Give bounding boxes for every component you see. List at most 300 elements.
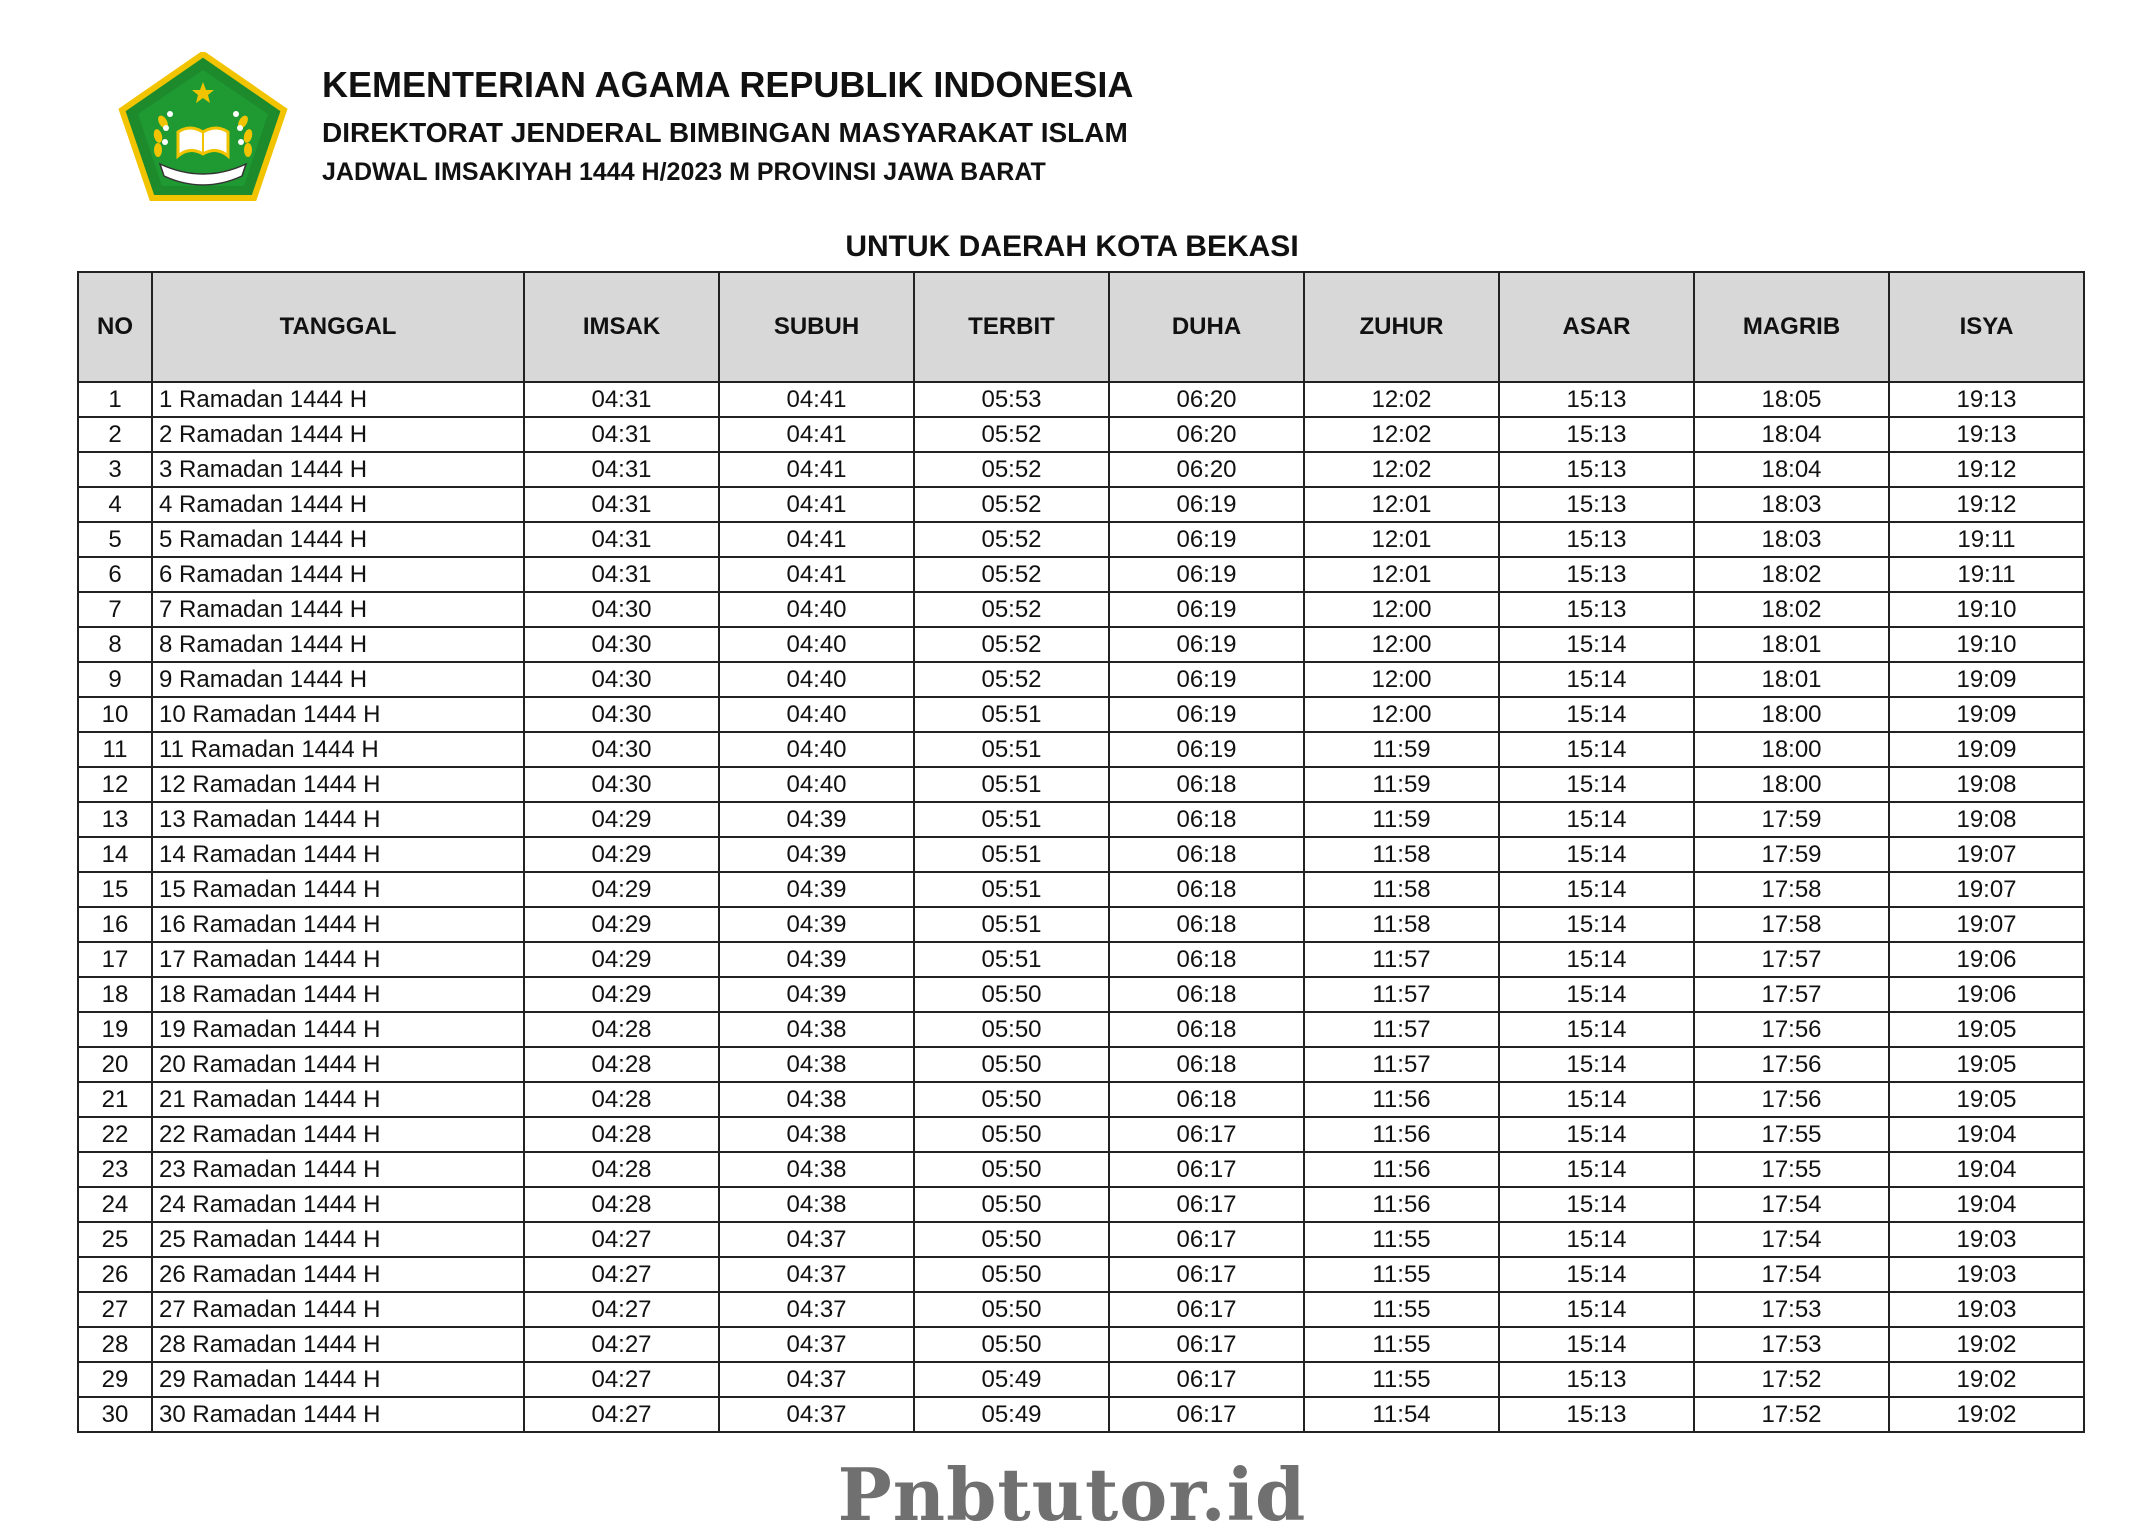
ministry-title: KEMENTERIAN AGAMA REPUBLIK INDONESIA [322,64,1134,105]
table-cell-tanggal: 5 Ramadan 1444 H [152,522,524,557]
table-cell-magrib: 17:57 [1694,977,1889,1012]
table-cell-duha: 06:18 [1109,907,1304,942]
table-cell-subuh: 04:40 [719,697,914,732]
table-cell-tanggal: 18 Ramadan 1444 H [152,977,524,1012]
table-row [78,907,2084,942]
table-row [78,487,2084,522]
table-cell-terbit: 05:50 [914,1012,1109,1047]
table-cell-zuhur: 11:55 [1304,1362,1499,1397]
table-cell-terbit: 05:51 [914,802,1109,837]
table-cell-magrib: 18:02 [1694,557,1889,592]
table-cell-subuh: 04:38 [719,1152,914,1187]
table-cell-tanggal: 14 Ramadan 1444 H [152,837,524,872]
table-cell-subuh: 04:41 [719,382,914,417]
table-cell-asar: 15:14 [1499,1152,1694,1187]
table-cell-isya: 19:07 [1889,907,2084,942]
table-row [78,837,2084,872]
table-cell-imsak: 04:27 [524,1397,719,1432]
table-cell-isya: 19:09 [1889,732,2084,767]
table-cell-isya: 19:08 [1889,767,2084,802]
table-cell-isya: 19:12 [1889,452,2084,487]
table-cell-duha: 06:19 [1109,662,1304,697]
table-cell-terbit: 05:52 [914,627,1109,662]
table-cell-asar: 15:13 [1499,452,1694,487]
table-cell-asar: 15:13 [1499,417,1694,452]
table-cell-isya: 19:07 [1889,837,2084,872]
table-cell-imsak: 04:27 [524,1292,719,1327]
table-cell-imsak: 04:30 [524,662,719,697]
table-cell-subuh: 04:38 [719,1082,914,1117]
table-cell-isya: 19:02 [1889,1327,2084,1362]
table-cell-magrib: 18:04 [1694,417,1889,452]
table-cell-terbit: 05:51 [914,872,1109,907]
table-cell-tanggal: 11 Ramadan 1444 H [152,732,524,767]
table-cell-imsak: 04:31 [524,417,719,452]
table-cell-asar: 15:14 [1499,942,1694,977]
table-cell-zuhur: 11:56 [1304,1187,1499,1222]
table-row [78,802,2084,837]
table-cell-zuhur: 11:54 [1304,1397,1499,1432]
table-cell-terbit: 05:50 [914,1187,1109,1222]
imsakiyah-table [77,271,2085,1433]
table-cell-duha: 06:18 [1109,1047,1304,1082]
table-cell-subuh: 04:39 [719,872,914,907]
table-cell-no: 3 [78,452,152,487]
table-cell-zuhur: 11:58 [1304,872,1499,907]
table-cell-duha: 06:20 [1109,452,1304,487]
table-cell-duha: 06:17 [1109,1327,1304,1362]
table-cell-magrib: 17:54 [1694,1187,1889,1222]
table-cell-subuh: 04:39 [719,837,914,872]
table-cell-magrib: 17:57 [1694,942,1889,977]
table-row [78,977,2084,1012]
table-cell-subuh: 04:37 [719,1257,914,1292]
table-cell-tanggal: 16 Ramadan 1444 H [152,907,524,942]
table-cell-terbit: 05:51 [914,942,1109,977]
table-cell-tanggal: 29 Ramadan 1444 H [152,1362,524,1397]
table-cell-asar: 15:14 [1499,872,1694,907]
table-cell-subuh: 04:41 [719,557,914,592]
region-title: UNTUK DAERAH KOTA BEKASI [845,230,1299,263]
table-cell-no: 14 [78,837,152,872]
table-cell-zuhur: 12:00 [1304,627,1499,662]
table-cell-magrib: 17:56 [1694,1047,1889,1082]
table-cell-isya: 19:12 [1889,487,2084,522]
table-cell-isya: 19:05 [1889,1047,2084,1082]
table-cell-no: 24 [78,1187,152,1222]
table-cell-imsak: 04:31 [524,557,719,592]
table-cell-asar: 15:14 [1499,1222,1694,1257]
table-cell-duha: 06:19 [1109,522,1304,557]
table-cell-asar: 15:13 [1499,592,1694,627]
table-cell-imsak: 04:27 [524,1222,719,1257]
table-cell-no: 7 [78,592,152,627]
table-cell-imsak: 04:31 [524,452,719,487]
schedule-title: JADWAL IMSAKIYAH 1444 H/2023 M PROVINSI JAWA BARAT [322,158,1046,186]
table-cell-magrib: 17:54 [1694,1222,1889,1257]
table-cell-tanggal: 7 Ramadan 1444 H [152,592,524,627]
table-cell-asar: 15:13 [1499,522,1694,557]
table-cell-tanggal: 20 Ramadan 1444 H [152,1047,524,1082]
table-cell-isya: 19:09 [1889,662,2084,697]
table-cell-imsak: 04:29 [524,942,719,977]
table-cell-subuh: 04:41 [719,452,914,487]
table-cell-duha: 06:18 [1109,977,1304,1012]
table-cell-asar: 15:14 [1499,977,1694,1012]
table-cell-terbit: 05:50 [914,1082,1109,1117]
table-cell-magrib: 17:59 [1694,837,1889,872]
table-row [78,452,2084,487]
table-cell-duha: 06:20 [1109,417,1304,452]
table-cell-tanggal: 2 Ramadan 1444 H [152,417,524,452]
table-cell-no: 17 [78,942,152,977]
table-cell-duha: 06:17 [1109,1292,1304,1327]
table-cell-imsak: 04:29 [524,907,719,942]
table-row [78,1362,2084,1397]
table-cell-zuhur: 12:01 [1304,557,1499,592]
table-cell-no: 26 [78,1257,152,1292]
table-cell-duha: 06:17 [1109,1187,1304,1222]
table-cell-imsak: 04:28 [524,1012,719,1047]
table-cell-terbit: 05:52 [914,522,1109,557]
table-cell-no: 13 [78,802,152,837]
table-cell-tanggal: 9 Ramadan 1444 H [152,662,524,697]
table-cell-isya: 19:11 [1889,522,2084,557]
table-cell-tanggal: 12 Ramadan 1444 H [152,767,524,802]
table-cell-terbit: 05:50 [914,1047,1109,1082]
table-cell-isya: 19:07 [1889,872,2084,907]
table-cell-zuhur: 12:01 [1304,487,1499,522]
table-cell-imsak: 04:28 [524,1187,719,1222]
table-cell-imsak: 04:29 [524,837,719,872]
table-cell-terbit: 05:52 [914,417,1109,452]
table-cell-subuh: 04:39 [719,907,914,942]
table-cell-subuh: 04:40 [719,767,914,802]
table-cell-zuhur: 11:59 [1304,767,1499,802]
table-cell-isya: 19:06 [1889,942,2084,977]
table-cell-duha: 06:19 [1109,487,1304,522]
table-cell-duha: 06:19 [1109,732,1304,767]
table-cell-imsak: 04:28 [524,1047,719,1082]
table-row [78,627,2084,662]
table-cell-terbit: 05:52 [914,592,1109,627]
table-cell-duha: 06:17 [1109,1222,1304,1257]
table-cell-imsak: 04:29 [524,977,719,1012]
table-cell-zuhur: 11:59 [1304,732,1499,767]
table-cell-isya: 19:05 [1889,1012,2084,1047]
table-cell-imsak: 04:31 [524,522,719,557]
table-cell-tanggal: 8 Ramadan 1444 H [152,627,524,662]
table-cell-no: 19 [78,1012,152,1047]
column-header: IMSAK [524,272,719,382]
table-cell-tanggal: 10 Ramadan 1444 H [152,697,524,732]
table-cell-subuh: 04:37 [719,1397,914,1432]
table-cell-magrib: 17:55 [1694,1117,1889,1152]
table-cell-isya: 19:04 [1889,1152,2084,1187]
table-row [78,872,2084,907]
table-cell-isya: 19:10 [1889,627,2084,662]
table-cell-zuhur: 12:00 [1304,592,1499,627]
table-cell-magrib: 17:54 [1694,1257,1889,1292]
table-cell-isya: 19:06 [1889,977,2084,1012]
table-cell-tanggal: 28 Ramadan 1444 H [152,1327,524,1362]
table-cell-no: 27 [78,1292,152,1327]
table-cell-isya: 19:04 [1889,1187,2084,1222]
table-cell-subuh: 04:37 [719,1292,914,1327]
table-cell-no: 21 [78,1082,152,1117]
table-cell-no: 6 [78,557,152,592]
table-cell-asar: 15:14 [1499,697,1694,732]
table-cell-duha: 06:18 [1109,942,1304,977]
table-cell-tanggal: 24 Ramadan 1444 H [152,1187,524,1222]
table-cell-subuh: 04:39 [719,802,914,837]
table-cell-asar: 15:14 [1499,907,1694,942]
table-cell-duha: 06:19 [1109,697,1304,732]
table-cell-terbit: 05:52 [914,662,1109,697]
table-cell-tanggal: 30 Ramadan 1444 H [152,1397,524,1432]
table-row [78,1187,2084,1222]
table-cell-tanggal: 23 Ramadan 1444 H [152,1152,524,1187]
table-row [78,1012,2084,1047]
table-cell-terbit: 05:51 [914,907,1109,942]
table-cell-asar: 15:14 [1499,1257,1694,1292]
table-cell-asar: 15:14 [1499,662,1694,697]
table-cell-terbit: 05:52 [914,487,1109,522]
table-cell-no: 16 [78,907,152,942]
table-cell-magrib: 18:03 [1694,487,1889,522]
table-cell-zuhur: 11:55 [1304,1222,1499,1257]
table-cell-magrib: 17:58 [1694,872,1889,907]
table-cell-zuhur: 12:00 [1304,697,1499,732]
table-cell-asar: 15:14 [1499,802,1694,837]
table-cell-duha: 06:17 [1109,1397,1304,1432]
table-cell-isya: 19:13 [1889,382,2084,417]
table-cell-magrib: 18:02 [1694,592,1889,627]
table-cell-zuhur: 12:00 [1304,662,1499,697]
table-cell-tanggal: 4 Ramadan 1444 H [152,487,524,522]
table-cell-zuhur: 12:01 [1304,522,1499,557]
column-header: DUHA [1109,272,1304,382]
table-row [78,382,2084,417]
table-cell-no: 25 [78,1222,152,1257]
table-cell-no: 8 [78,627,152,662]
table-row [78,557,2084,592]
table-cell-zuhur: 11:56 [1304,1082,1499,1117]
table-cell-zuhur: 12:02 [1304,382,1499,417]
table-cell-asar: 15:14 [1499,1187,1694,1222]
table-cell-tanggal: 26 Ramadan 1444 H [152,1257,524,1292]
table-cell-isya: 19:03 [1889,1222,2084,1257]
table-row [78,1292,2084,1327]
table-cell-terbit: 05:51 [914,767,1109,802]
table-row [78,1117,2084,1152]
table-cell-imsak: 04:30 [524,767,719,802]
column-header: NO [78,272,152,382]
table-cell-imsak: 04:27 [524,1257,719,1292]
table-cell-subuh: 04:37 [719,1327,914,1362]
table-cell-duha: 06:18 [1109,1082,1304,1117]
table-cell-zuhur: 11:55 [1304,1257,1499,1292]
table-cell-magrib: 18:03 [1694,522,1889,557]
table-cell-isya: 19:08 [1889,802,2084,837]
column-header: MAGRIB [1694,272,1889,382]
table-cell-terbit: 05:51 [914,732,1109,767]
table-cell-tanggal: 15 Ramadan 1444 H [152,872,524,907]
table-row [78,942,2084,977]
table-cell-no: 28 [78,1327,152,1362]
table-cell-tanggal: 25 Ramadan 1444 H [152,1222,524,1257]
table-cell-duha: 06:17 [1109,1117,1304,1152]
table-row [78,522,2084,557]
table-cell-imsak: 04:30 [524,627,719,662]
table-cell-zuhur: 11:55 [1304,1327,1499,1362]
table-cell-zuhur: 11:57 [1304,977,1499,1012]
table-row [78,1257,2084,1292]
table-cell-no: 9 [78,662,152,697]
table-cell-zuhur: 12:02 [1304,452,1499,487]
table-row [78,417,2084,452]
table-cell-magrib: 18:00 [1694,767,1889,802]
table-cell-duha: 06:20 [1109,382,1304,417]
table-cell-duha: 06:19 [1109,592,1304,627]
table-cell-terbit: 05:49 [914,1397,1109,1432]
table-cell-asar: 15:14 [1499,1012,1694,1047]
table-row [78,697,2084,732]
table-cell-duha: 06:18 [1109,872,1304,907]
table-cell-magrib: 17:55 [1694,1152,1889,1187]
table-cell-duha: 06:17 [1109,1257,1304,1292]
table-cell-no: 23 [78,1152,152,1187]
table-cell-subuh: 04:41 [719,487,914,522]
table-cell-no: 11 [78,732,152,767]
table-cell-subuh: 04:41 [719,417,914,452]
table-cell-no: 1 [78,382,152,417]
table-cell-terbit: 05:50 [914,1257,1109,1292]
table-cell-magrib: 17:53 [1694,1292,1889,1327]
table-cell-zuhur: 11:57 [1304,942,1499,977]
table-cell-asar: 15:14 [1499,732,1694,767]
table-cell-subuh: 04:38 [719,1012,914,1047]
table-cell-magrib: 17:58 [1694,907,1889,942]
table-cell-no: 4 [78,487,152,522]
table-cell-subuh: 04:38 [719,1117,914,1152]
table-cell-zuhur: 12:02 [1304,417,1499,452]
table-row [78,1082,2084,1117]
table-cell-imsak: 04:28 [524,1152,719,1187]
table-cell-terbit: 05:50 [914,1222,1109,1257]
table-row [78,732,2084,767]
column-header: ASAR [1499,272,1694,382]
column-header: ZUHUR [1304,272,1499,382]
table-cell-tanggal: 1 Ramadan 1444 H [152,382,524,417]
table-cell-terbit: 05:52 [914,557,1109,592]
table-cell-magrib: 17:59 [1694,802,1889,837]
column-header: TANGGAL [152,272,524,382]
table-cell-duha: 06:18 [1109,802,1304,837]
table-cell-subuh: 04:39 [719,942,914,977]
table-cell-subuh: 04:38 [719,1187,914,1222]
table-row [78,767,2084,802]
table-cell-subuh: 04:40 [719,732,914,767]
table-cell-no: 18 [78,977,152,1012]
table-cell-imsak: 04:30 [524,732,719,767]
table-cell-duha: 06:19 [1109,557,1304,592]
table-cell-asar: 15:14 [1499,1047,1694,1082]
table-cell-isya: 19:05 [1889,1082,2084,1117]
table-cell-subuh: 04:41 [719,522,914,557]
table-row [78,662,2084,697]
table-cell-no: 2 [78,417,152,452]
table-cell-terbit: 05:50 [914,1327,1109,1362]
table-cell-magrib: 17:53 [1694,1327,1889,1362]
table-body [78,382,2084,1432]
table-cell-tanggal: 19 Ramadan 1444 H [152,1012,524,1047]
table-cell-terbit: 05:53 [914,382,1109,417]
table-cell-isya: 19:04 [1889,1117,2084,1152]
directorate-subtitle: DIREKTORAT JENDERAL BIMBINGAN MASYARAKAT ISLAM [322,117,1128,148]
table-cell-magrib: 17:56 [1694,1082,1889,1117]
table-row [78,592,2084,627]
table-cell-imsak: 04:28 [524,1117,719,1152]
table-cell-terbit: 05:50 [914,1152,1109,1187]
table-cell-isya: 19:03 [1889,1257,2084,1292]
table-cell-subuh: 04:40 [719,627,914,662]
table-cell-asar: 15:13 [1499,1362,1694,1397]
table-cell-terbit: 05:49 [914,1362,1109,1397]
table-cell-asar: 15:14 [1499,1082,1694,1117]
table-cell-isya: 19:09 [1889,697,2084,732]
table-cell-asar: 15:13 [1499,382,1694,417]
ministry-logo [118,52,288,202]
table-cell-duha: 06:18 [1109,767,1304,802]
table-cell-terbit: 05:51 [914,697,1109,732]
table-cell-tanggal: 13 Ramadan 1444 H [152,802,524,837]
table-cell-magrib: 18:01 [1694,662,1889,697]
table-cell-isya: 19:03 [1889,1292,2084,1327]
table-cell-imsak: 04:29 [524,802,719,837]
table-cell-zuhur: 11:56 [1304,1117,1499,1152]
table-cell-imsak: 04:27 [524,1362,719,1397]
table-row [78,1397,2084,1432]
table-cell-asar: 15:14 [1499,1327,1694,1362]
table-cell-terbit: 05:50 [914,977,1109,1012]
table-cell-duha: 06:19 [1109,627,1304,662]
table-cell-no: 20 [78,1047,152,1082]
table-cell-magrib: 17:52 [1694,1362,1889,1397]
table-cell-no: 22 [78,1117,152,1152]
table-cell-no: 5 [78,522,152,557]
table-cell-subuh: 04:37 [719,1222,914,1257]
table-cell-asar: 15:13 [1499,1397,1694,1432]
table-cell-zuhur: 11:58 [1304,837,1499,872]
column-header: TERBIT [914,272,1109,382]
table-cell-no: 15 [78,872,152,907]
table-cell-terbit: 05:52 [914,452,1109,487]
table-cell-imsak: 04:28 [524,1082,719,1117]
table-cell-duha: 06:18 [1109,1012,1304,1047]
table-cell-zuhur: 11:57 [1304,1012,1499,1047]
table-row [78,1222,2084,1257]
table-cell-magrib: 17:56 [1694,1012,1889,1047]
table-cell-tanggal: 22 Ramadan 1444 H [152,1117,524,1152]
table-cell-imsak: 04:30 [524,697,719,732]
table-cell-duha: 06:17 [1109,1152,1304,1187]
table-cell-isya: 19:02 [1889,1362,2084,1397]
table-cell-terbit: 05:50 [914,1292,1109,1327]
table-cell-tanggal: 3 Ramadan 1444 H [152,452,524,487]
table-cell-zuhur: 11:56 [1304,1152,1499,1187]
table-cell-tanggal: 6 Ramadan 1444 H [152,557,524,592]
